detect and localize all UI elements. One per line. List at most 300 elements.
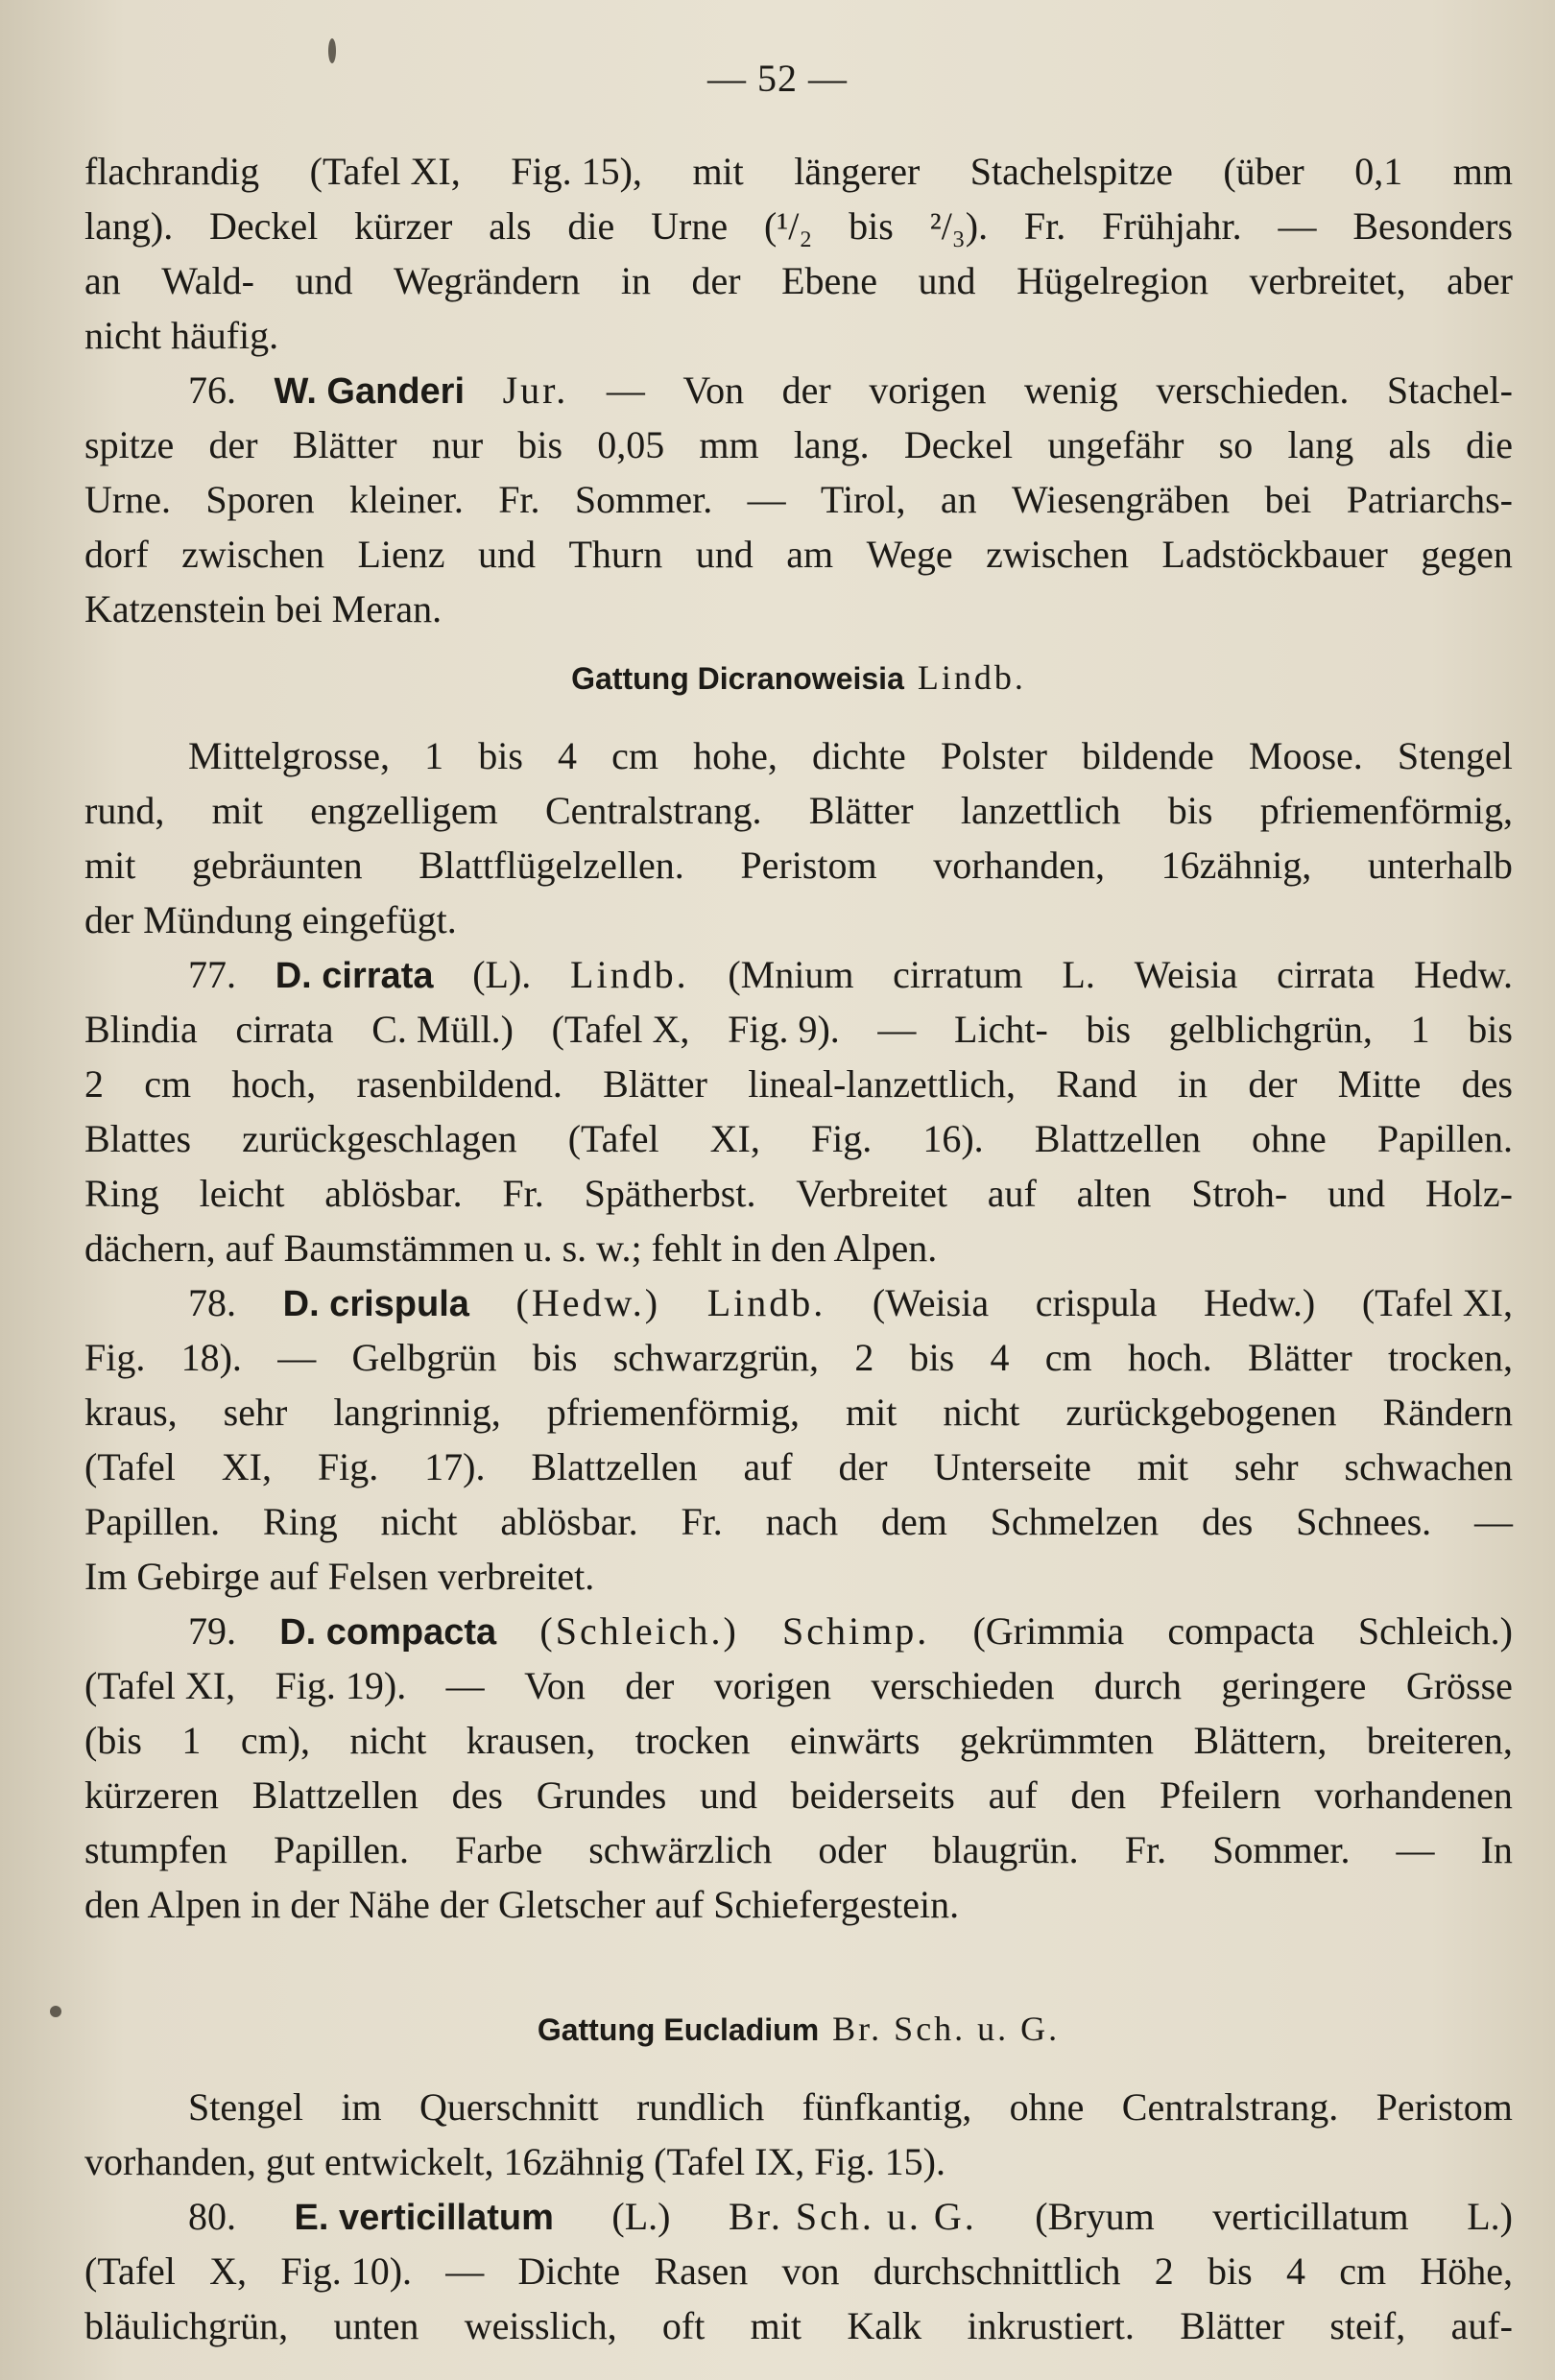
word: hoch,	[231, 1062, 317, 1106]
word: Blattzellen	[251, 1773, 419, 1817]
word: beiderseits	[790, 1773, 955, 1817]
word: oft	[661, 2304, 706, 2347]
word: Mitte	[1337, 1062, 1422, 1106]
word: (¹/₂	[763, 204, 813, 248]
word: Grösse	[1405, 1664, 1513, 1707]
species-name: W. Ganderi	[274, 371, 466, 412]
word: durchschnittlich	[873, 2249, 1121, 2293]
word: ohne	[1252, 1117, 1327, 1160]
word: Deckel	[209, 204, 319, 248]
word: Stengel	[188, 2085, 303, 2129]
word: Ladstöckbauer	[1161, 533, 1388, 576]
word: Im Gebirge auf Felsen verbreitet.	[84, 1555, 595, 1598]
word: Stroh-	[1191, 1172, 1288, 1215]
genus-author: Br. Sch. u. G.	[832, 2010, 1061, 2048]
text-line	[84, 1057, 1513, 1111]
word: durch	[1093, 1664, 1182, 1707]
word: des	[1461, 1062, 1513, 1106]
genus-description	[84, 2080, 1513, 2189]
word: crispula	[1035, 1281, 1158, 1324]
word: Urne	[651, 204, 729, 248]
word: Rändern	[1382, 1391, 1513, 1434]
word: an	[940, 478, 977, 521]
word: Fr.	[681, 1500, 723, 1543]
genus-heading-dicranoweisia	[84, 636, 1513, 719]
word: in	[620, 259, 652, 302]
word: nicht häufig.	[84, 314, 279, 357]
word: —	[1278, 204, 1317, 248]
word: mit	[750, 2304, 802, 2347]
word: vorhandenen	[1314, 1773, 1513, 1817]
word: Moose.	[1248, 734, 1363, 777]
species-author: (L.)	[611, 2195, 671, 2238]
word: mit	[692, 150, 744, 193]
word: —	[1473, 1500, 1513, 1543]
word: Blätter	[1180, 2304, 1285, 2347]
species-entry-80	[84, 2189, 1513, 2353]
word: L.)	[1467, 2195, 1513, 2238]
word: Rasen	[654, 2249, 749, 2293]
word: bis	[1167, 789, 1213, 832]
word: langrinnig,	[333, 1391, 501, 1434]
word: bis	[478, 734, 523, 777]
word: cm),	[240, 1719, 310, 1762]
word: Weisia	[1134, 953, 1238, 996]
text-line	[84, 728, 1513, 783]
word: hoch.	[1127, 1336, 1212, 1379]
word: verschieden	[871, 1664, 1055, 1707]
word: Hügelregion	[1017, 259, 1208, 302]
word: den Alpen in der Nähe der Gletscher auf Schiefergestein.	[84, 1883, 960, 1926]
entry-heading-line	[84, 1275, 1513, 1330]
text-line	[84, 1768, 1513, 1822]
word: leicht	[199, 1172, 285, 1215]
word: steif,	[1329, 2304, 1406, 2347]
word: 4	[558, 734, 577, 777]
word: ²/₃).	[929, 204, 989, 248]
word: Centralstrang.	[1121, 2085, 1339, 2129]
word: Peristom	[1376, 2085, 1513, 2129]
word: Ring	[84, 1172, 159, 1215]
word: cirrata	[235, 1008, 334, 1051]
word: Patriarchs-	[1346, 478, 1513, 521]
word: dem	[880, 1500, 947, 1543]
word: gekrümmten	[959, 1719, 1155, 1762]
word: den	[1070, 1773, 1127, 1817]
word: mit	[846, 1391, 897, 1434]
word: Ebene	[781, 259, 878, 302]
word: lang	[1287, 423, 1354, 466]
word: bis	[1086, 1008, 1132, 1051]
text-line	[84, 144, 1513, 199]
word: vorigen	[713, 1664, 831, 1707]
word: bis	[517, 423, 563, 466]
word: Spätherbst.	[584, 1172, 756, 1215]
word: Schnees.	[1296, 1500, 1432, 1543]
word: Fig. 10).	[280, 2249, 413, 2293]
text-line	[84, 1330, 1513, 1385]
word: kleiner.	[348, 478, 464, 521]
word: spitze	[84, 423, 175, 466]
word: Kalk	[847, 2304, 922, 2347]
word: zurückgebogenen	[1065, 1391, 1337, 1434]
word: Fr.	[498, 478, 540, 521]
text-line	[84, 1877, 1513, 1932]
word: Blättern,	[1193, 1719, 1328, 1762]
word: 18).	[180, 1336, 242, 1379]
word: Blindia	[84, 1008, 198, 1051]
word: Blattflügelzellen.	[419, 844, 684, 887]
species-author: (L).	[472, 953, 532, 996]
word: einwärts	[789, 1719, 921, 1762]
word: cirrata	[1277, 953, 1376, 996]
word: sehr	[223, 1391, 288, 1434]
word: Dichte	[517, 2249, 621, 2293]
word: engzelligem	[310, 789, 498, 832]
word: alten	[1076, 1172, 1152, 1215]
word: und	[295, 259, 353, 302]
word: 0,05	[597, 423, 665, 466]
word: Blätter	[1247, 1336, 1352, 1379]
text-line	[84, 1549, 1513, 1604]
entry-number: 80.	[188, 2195, 236, 2238]
word: nicht	[349, 1719, 427, 1762]
word: Fig. 15),	[511, 150, 642, 193]
word: unten	[333, 2304, 419, 2347]
word: dichte	[811, 734, 906, 777]
text-line	[84, 1822, 1513, 1877]
word: von	[781, 2249, 840, 2293]
word: —	[877, 1008, 917, 1051]
word: Wald-	[161, 259, 254, 302]
entry-heading-line	[84, 2189, 1513, 2244]
species-entry-79	[84, 1604, 1513, 1932]
word: mit	[84, 844, 136, 887]
word: wenig	[1024, 369, 1118, 412]
word: im	[341, 2085, 382, 2129]
word: —	[747, 478, 786, 521]
word: kürzeren	[84, 1773, 219, 1817]
entry-number: 77.	[188, 953, 236, 996]
word: In	[1480, 1828, 1513, 1871]
word: (über	[1223, 150, 1304, 193]
paragraph-continuation	[84, 144, 1513, 363]
word: mm	[699, 423, 759, 466]
word: cm	[144, 1062, 192, 1106]
word: cirratum	[893, 953, 1023, 996]
word: bei	[1264, 478, 1312, 521]
word: Blätter	[603, 1062, 707, 1106]
word: cm	[1339, 2249, 1387, 2293]
word: 2	[84, 1062, 104, 1106]
word: (Tafel XI,	[309, 150, 461, 193]
species-author: (Hedw.)	[515, 1281, 661, 1324]
word: pfriemenförmig,	[1259, 789, 1513, 832]
word: (Tafel	[84, 2249, 176, 2293]
word: auf	[988, 1773, 1038, 1817]
word: Unterseite	[933, 1445, 1091, 1488]
word: Wege	[866, 533, 953, 576]
word: L.	[1062, 953, 1095, 996]
word: Sporen	[205, 478, 315, 521]
word: 1	[1410, 1008, 1430, 1051]
word: Fig. 9).	[728, 1008, 840, 1051]
entry-number: 78.	[188, 1281, 236, 1324]
word: des	[1201, 1500, 1254, 1543]
word: schwärzlich	[588, 1828, 773, 1871]
word: (Tafel	[567, 1117, 659, 1160]
word: compacta	[1167, 1609, 1315, 1653]
word: zwischen	[986, 533, 1129, 576]
word: Fig.	[84, 1336, 146, 1379]
word: Fig.	[810, 1117, 873, 1160]
word: (Tafel XI,	[1361, 1281, 1513, 1324]
word: gebräunten	[191, 844, 363, 887]
word: dorf	[84, 533, 149, 576]
page-body	[84, 144, 1513, 2353]
word: nicht	[943, 1391, 1020, 1434]
word: gelblichgrün,	[1168, 1008, 1373, 1051]
word: zurückgeschlagen	[242, 1117, 517, 1160]
word: lang).	[84, 204, 174, 248]
word: und	[918, 259, 976, 302]
word: Blattzellen	[1034, 1117, 1201, 1160]
word: Polster	[940, 734, 1047, 777]
word: ablösbar.	[500, 1500, 638, 1543]
word: und	[477, 533, 536, 576]
word: rundlich	[635, 2085, 765, 2129]
word: schwarzgrün,	[612, 1336, 820, 1379]
text-line	[84, 1111, 1513, 1166]
word: cm	[1044, 1336, 1092, 1379]
entry-heading-line	[84, 1604, 1513, 1658]
word: und	[1328, 1172, 1386, 1215]
word: sehr	[1233, 1445, 1299, 1488]
word: Fr.	[1023, 204, 1066, 248]
word: mit	[211, 789, 263, 832]
word: Gelbgrün	[351, 1336, 497, 1379]
word: der	[1248, 1062, 1298, 1106]
word: Von	[524, 1664, 586, 1707]
word: 2	[1154, 2249, 1174, 2293]
word: (Tafel X,	[551, 1008, 690, 1051]
word: (Weisia	[872, 1281, 990, 1324]
word: zwischen	[181, 533, 324, 576]
ink-spot	[50, 2006, 61, 2017]
text-line	[84, 892, 1513, 947]
word: der	[208, 423, 258, 466]
word: Hedw.)	[1203, 1281, 1316, 1324]
word: aber	[1447, 259, 1513, 302]
word: nach	[765, 1500, 839, 1543]
species-entry-78	[84, 1275, 1513, 1604]
word: 1	[181, 1719, 202, 1762]
text-line	[84, 1440, 1513, 1494]
word: lang.	[793, 423, 870, 466]
word: geringere	[1221, 1664, 1367, 1707]
word: rasenbildend.	[356, 1062, 562, 1106]
word: Höhe,	[1420, 2249, 1513, 2293]
word: stumpfen	[84, 1828, 227, 1871]
page-number: — 52 —	[707, 57, 848, 100]
word: kraus,	[84, 1391, 178, 1434]
word: —	[445, 1664, 485, 1707]
word: und	[695, 533, 754, 576]
word: (Tafel	[84, 1445, 176, 1488]
word: trocken,	[1388, 1336, 1513, 1379]
word: der Mündung eingefügt.	[84, 898, 457, 941]
word: 16zähnig,	[1160, 844, 1312, 887]
word: Urne.	[84, 478, 171, 521]
word: trocken	[634, 1719, 751, 1762]
word: Verbreitet	[796, 1172, 947, 1215]
word: bläulichgrün,	[84, 2304, 289, 2347]
word: an	[84, 259, 121, 302]
word: flachrandig	[84, 150, 260, 193]
word: pfriemenförmig,	[546, 1391, 800, 1434]
text-line	[84, 1166, 1513, 1221]
word: 1	[424, 734, 444, 777]
word: Ring	[262, 1500, 338, 1543]
word: Besonders	[1352, 204, 1513, 248]
word: (Grimmia	[972, 1609, 1125, 1653]
word: am	[786, 533, 834, 576]
word: —	[277, 1336, 317, 1379]
word: verbreitet,	[1249, 259, 1406, 302]
species-author: Jur.	[502, 369, 569, 412]
word: Stengel	[1397, 734, 1513, 777]
text-line	[84, 199, 1513, 253]
word: lanzettlich	[960, 789, 1121, 832]
text-line	[84, 253, 1513, 308]
word: vorhanden,	[933, 844, 1106, 887]
word: C. Müll.)	[371, 1008, 514, 1051]
word: Stachel-	[1386, 369, 1513, 412]
word: dächern, auf Baumstämmen u. s. w.; fehlt in den Alpen.	[84, 1226, 938, 1270]
word: Sommer.	[1212, 1828, 1351, 1871]
text-line	[84, 527, 1513, 582]
word: —	[606, 369, 645, 412]
word: bis	[1207, 2249, 1253, 2293]
word: auf	[743, 1445, 793, 1488]
species-author: Lindb.	[706, 1281, 826, 1324]
text-line	[84, 1658, 1513, 1713]
word: vorigen	[869, 369, 987, 412]
word: des	[451, 1773, 503, 1817]
word: ungefähr	[1047, 423, 1184, 466]
entry-number: 76.	[188, 369, 236, 412]
word: bis	[1468, 1008, 1513, 1051]
word: (Tafel XI,	[84, 1664, 236, 1707]
word: Blattes	[84, 1117, 192, 1160]
species-author: Br. Sch. u. G.	[729, 2195, 977, 2238]
word: in	[1177, 1062, 1208, 1106]
word: Papillen.	[273, 1828, 410, 1871]
word: Blattzellen	[531, 1445, 698, 1488]
word: die	[567, 204, 615, 248]
word: Schmelzen	[990, 1500, 1160, 1543]
species-entry-76	[84, 363, 1513, 636]
text-line	[84, 2244, 1513, 2298]
word: Hedw.	[1414, 953, 1513, 996]
word: mit	[1136, 1445, 1189, 1488]
word: Pfeilern	[1159, 1773, 1281, 1817]
entry-heading-line	[84, 947, 1513, 1002]
genus-heading-eucladium	[84, 1987, 1513, 2070]
word: Wiesengräben	[1011, 478, 1231, 521]
word: Papillen.	[84, 1500, 221, 1543]
word: nicht	[380, 1500, 458, 1543]
text-line	[84, 417, 1513, 472]
word: (Mnium	[728, 953, 854, 996]
species-name: D. cirrata	[275, 956, 434, 996]
word: bis	[532, 1336, 578, 1379]
word: Holz-	[1424, 1172, 1513, 1215]
text-line	[84, 2298, 1513, 2353]
text-line	[84, 308, 1513, 363]
word: Rand	[1056, 1062, 1137, 1106]
species-name: D. crispula	[282, 1284, 469, 1324]
word: vorhanden, gut entwickelt, 16zähnig (Tafel IX, Fig. 15).	[84, 2140, 945, 2183]
word: 4	[990, 1336, 1010, 1379]
word: auf	[987, 1172, 1037, 1215]
word: Blätter	[292, 423, 397, 466]
text-line	[84, 1494, 1513, 1549]
word: 2	[854, 1336, 874, 1379]
word: Stachelspitze	[969, 150, 1173, 193]
word: krausen,	[466, 1719, 596, 1762]
word: hohe,	[693, 734, 778, 777]
species-author: Lindb.	[570, 953, 689, 996]
text-line	[84, 838, 1513, 892]
word: Frühjahr.	[1102, 204, 1242, 248]
word: XI,	[221, 1445, 273, 1488]
word: lineal-lanzettlich,	[748, 1062, 1016, 1106]
word: auf-	[1450, 2304, 1513, 2347]
word: Schleich.)	[1357, 1609, 1513, 1653]
species-name: E. verticillatum	[294, 2198, 554, 2238]
word: der	[625, 1664, 675, 1707]
genus-description	[84, 728, 1513, 947]
word: gegen	[1421, 533, 1513, 576]
word: blaugrün.	[932, 1828, 1079, 1871]
word: unterhalb	[1367, 844, 1513, 887]
word: Fig.	[317, 1445, 379, 1488]
word: Centralstrang.	[544, 789, 762, 832]
word: oder	[818, 1828, 887, 1871]
word: Wegrändern	[393, 259, 581, 302]
species-author: Schimp.	[782, 1609, 930, 1653]
word: Deckel	[903, 423, 1014, 466]
species-entry-77	[84, 947, 1513, 1275]
word: bis	[849, 204, 894, 248]
word: breiteren,	[1366, 1719, 1513, 1762]
entry-heading-line	[84, 363, 1513, 417]
word: Tirol,	[820, 478, 906, 521]
genus-label: Gattung Eucladium	[537, 2012, 820, 2047]
word: bis	[909, 1336, 955, 1379]
word: weisslich,	[464, 2304, 617, 2347]
word: der	[781, 369, 831, 412]
word: Katzenstein bei Meran.	[84, 587, 443, 631]
word: 4	[1285, 2249, 1305, 2293]
word: mm	[1452, 150, 1513, 193]
text-line	[84, 1221, 1513, 1275]
word: die	[1466, 423, 1513, 466]
word: so	[1218, 423, 1254, 466]
word: —	[1396, 1828, 1435, 1871]
species-name: D. compacta	[279, 1612, 497, 1653]
